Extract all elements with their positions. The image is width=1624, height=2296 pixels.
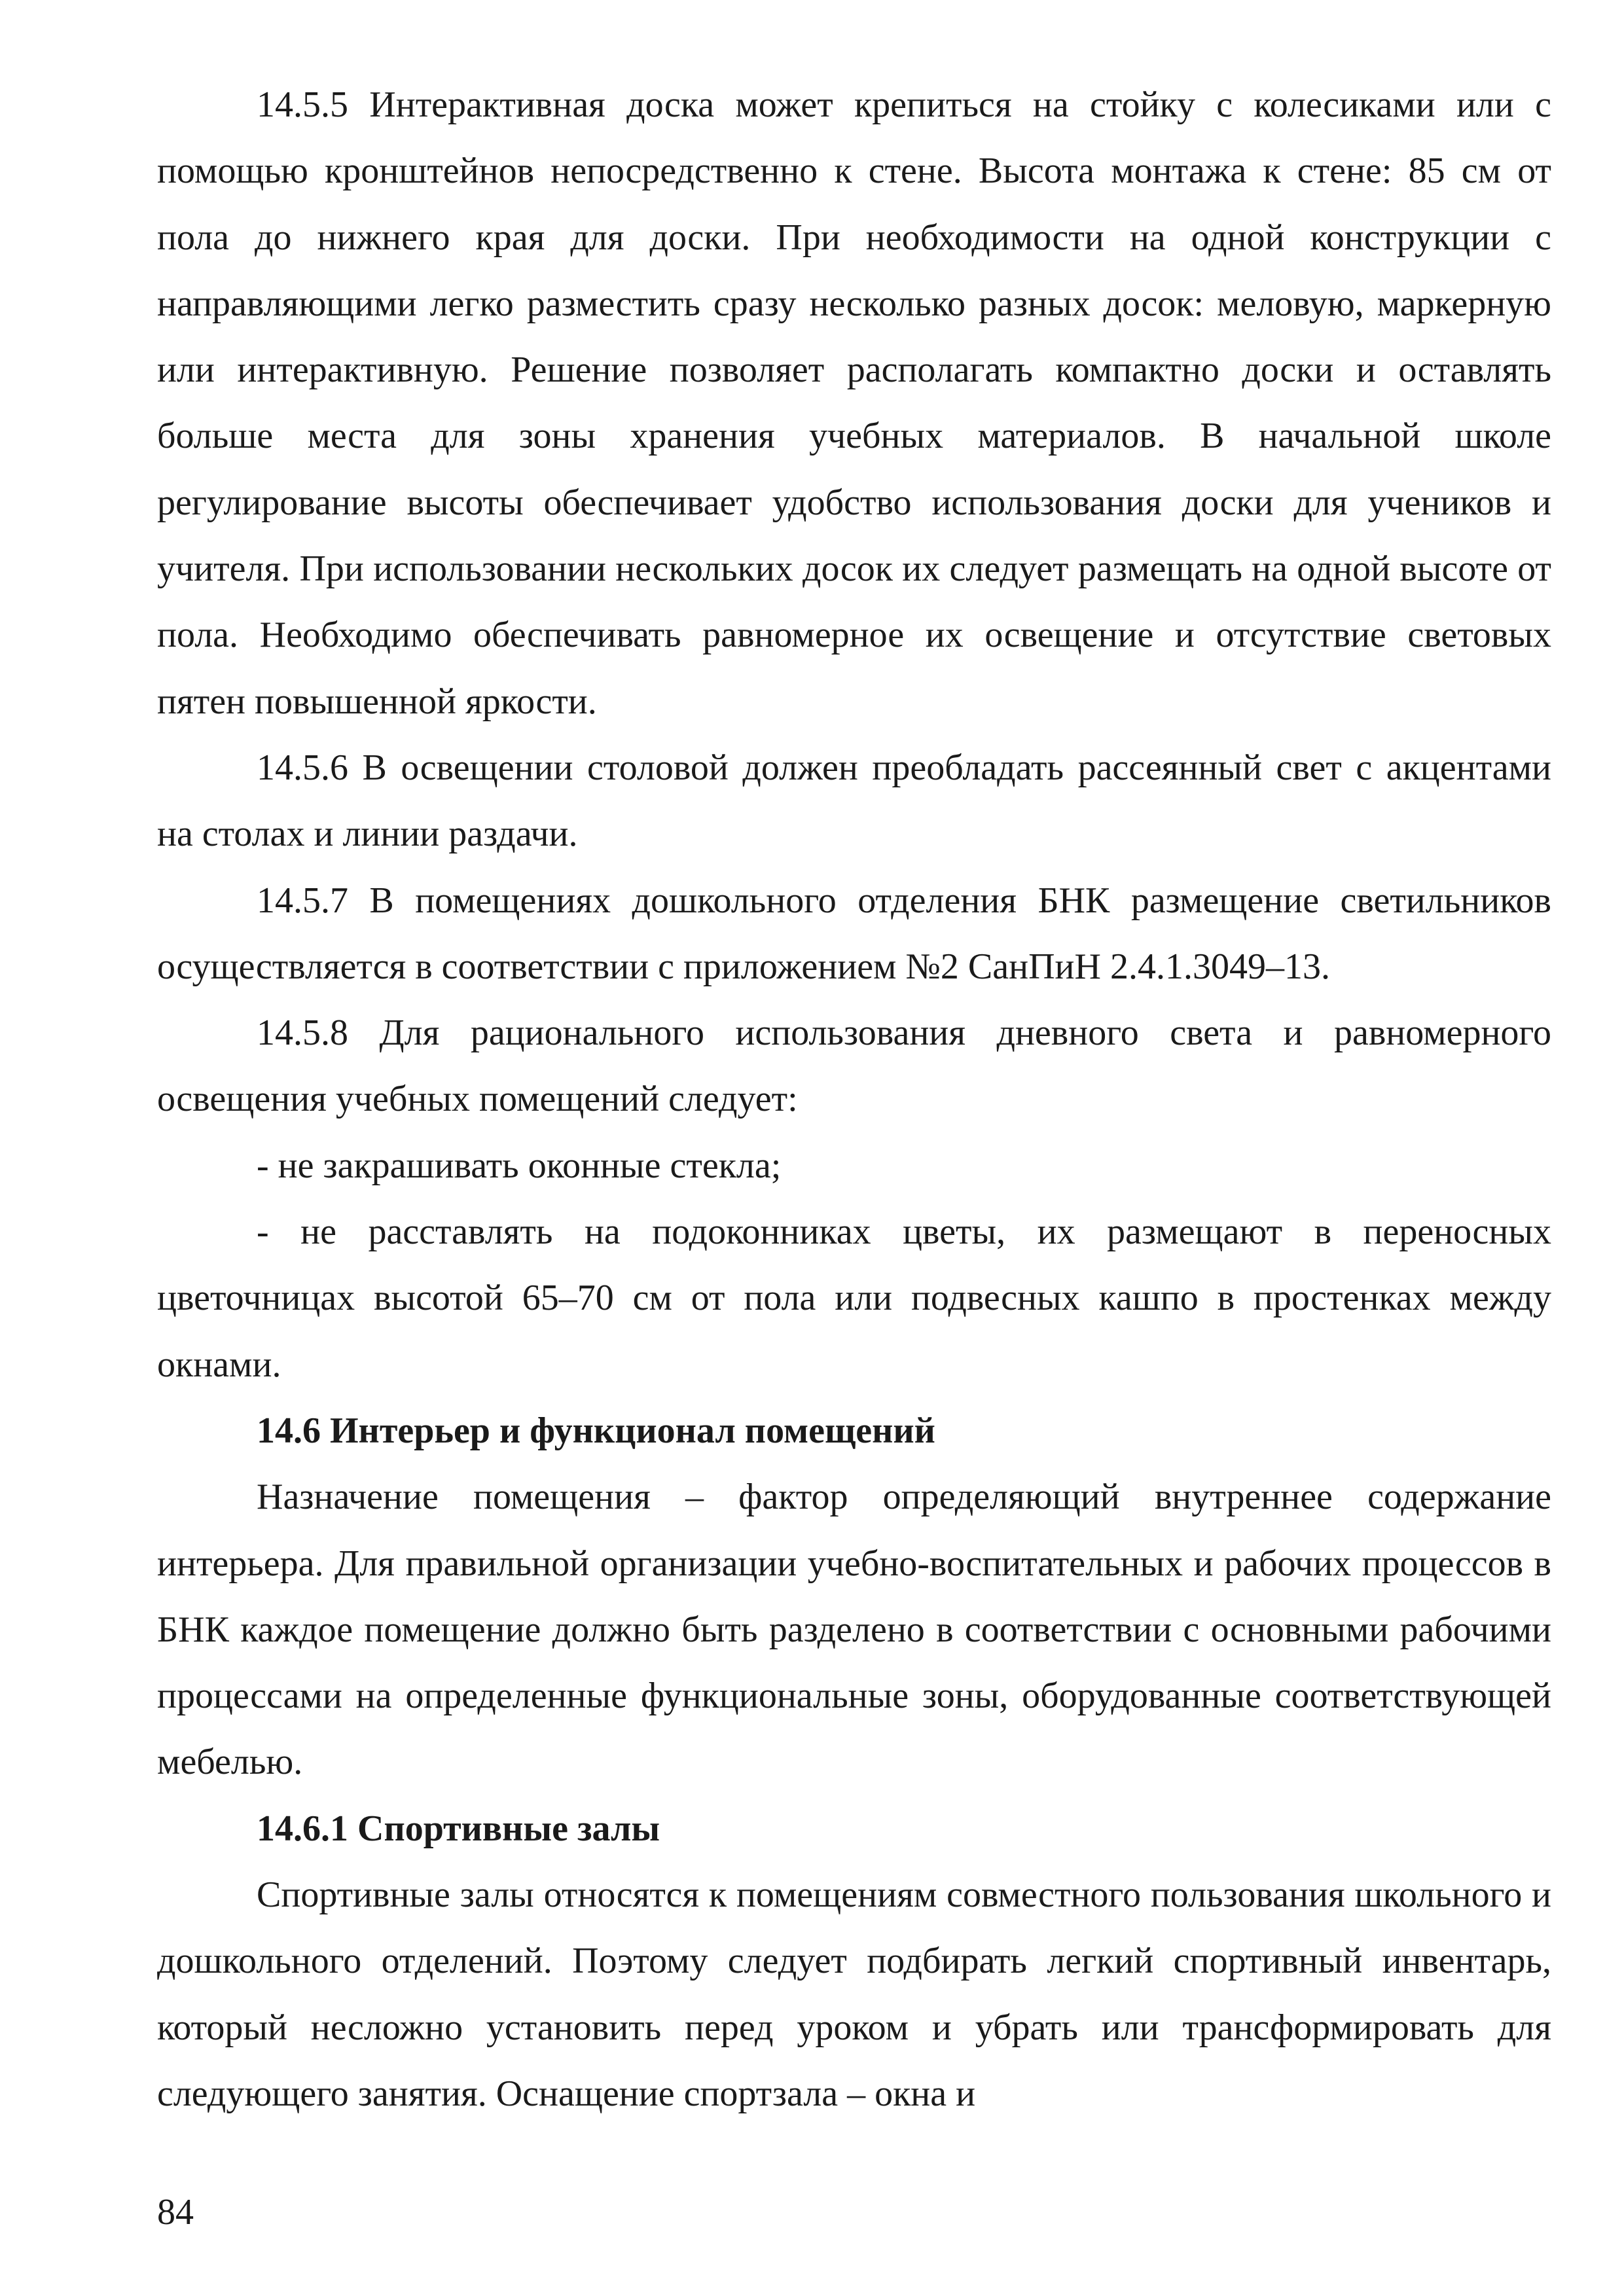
list-item: - не расставлять на подоконниках цветы, их размещают в переносных цветочницах высотой 65–70 см от пола или подвесных кашпо в простенках между окнами.	[157, 1211, 1551, 1385]
section-heading-14-6-1: 14.6.1 Спортивные залы	[257, 1808, 660, 1849]
paragraph-14-6-1: Спортивные залы относятся к помещениям совместного пользования школьного и дошкольного отделений. Поэтому следует подбирать легкий спортивный инвентарь, который несложно установить перед уроком и убрать или трансформировать для следующего занятия. Оснащение спортзала – окна и	[157, 1874, 1551, 2114]
paragraph-14-5-8: 14.5.8 Для рационального использования дневного света и равномерного освещения учебных помещений следует:	[157, 1013, 1551, 1120]
paragraph-14-5-6: 14.5.6 В освещении столовой должен преобладать рассеянный свет с акцентами на столах и линии раздачи.	[157, 747, 1551, 855]
document-page	[157, 72, 1551, 2127]
paragraph-14-6: Назначение помещения – фактор определяющий внутреннее содержание интерьера. Для правильной организации учебно-воспитательных и рабочих процессов в БНК каждое помещение должно быть разделено в соответствии с основными рабочими процессами на определенные функциональные зоны, оборудованные соответствующей мебелью.	[157, 1477, 1551, 1783]
paragraph-14-5-5: 14.5.5 Интерактивная доска может крепиться на стойку с колесиками или с помощью кронштейнов непосредственно к стене. Высота монтажа к стене: 85 см от пола до нижнего края для доски. При необходимости на одной конструкции с направляющими легко разместить сразу несколько разных досок: меловую, маркерную или интерактивную. Решение позволяет располагать компактно доски и оставлять больше места для зоны хранения учебных материалов. В начальной школе регулирование высоты обеспечивает удобство использования доски для учеников и учителя. При использовании нескольких досок их следует размещать на одной высоте от пола. Необходимо обеспечивать равномерное их освещение и отсутствие световых пятен повышенной яркости.	[157, 84, 1551, 722]
paragraph-14-5-7: 14.5.7 В помещениях дошкольного отделения БНК размещение светильников осуществляется в соответствии с приложением №2 СанПиН 2.4.1.3049–13.	[157, 880, 1551, 987]
section-heading-14-6: 14.6 Интерьер и функционал помещений	[257, 1410, 935, 1451]
list-item: - не закрашивать оконные стекла;	[257, 1145, 782, 1186]
page-number: 84	[157, 2192, 194, 2233]
